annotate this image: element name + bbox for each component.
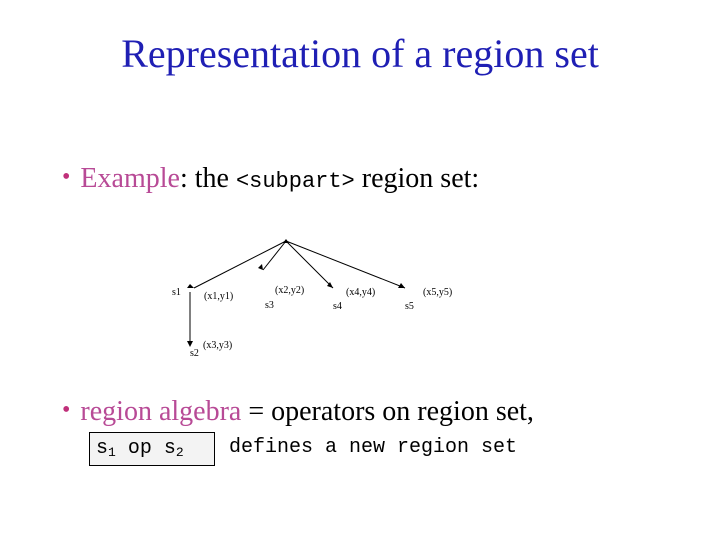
arrowhead-s1 [187,284,194,288]
label-s3: s3 [265,300,274,311]
keyword-example: Example [80,163,180,194]
expression-box [89,432,215,466]
label-s1: s1 [172,287,181,298]
colon: : [179,163,188,194]
label-s2: s2 [190,348,199,359]
label-p2: (x2,y2) [275,285,305,296]
label-p5: (x5,y5) [423,287,453,298]
expr-s1: s [96,437,109,460]
text-operators: = operators on region set, [241,396,534,427]
arrowhead-s3 [258,264,263,270]
edge-root-s4 [286,241,333,288]
text-region-set: region set: [354,163,480,194]
label-p3: (x3,y3) [203,340,233,351]
keyword-region-algebra: region algebra [80,396,242,427]
edge-root-s5 [286,241,405,288]
label-p1: (x1,y1) [204,291,234,302]
label-p4: (x4,y4) [346,287,376,298]
bullet-region-algebra [62,396,534,428]
expr-sub1: 1 [108,445,116,460]
expr-s2: s [163,437,176,460]
code-subpart: <subpart> [235,169,355,194]
slide-title: Representation of a region set [121,31,599,76]
arrowhead-s2 [187,341,193,347]
label-s4: s4 [333,301,342,312]
expr-sub2: 2 [175,445,184,460]
edge-root-s3 [263,241,286,270]
defines-text: defines a new region set [229,436,518,459]
bullet-dot: • [62,164,71,190]
expr-op: op [115,437,164,460]
edge-root-s1 [194,241,286,288]
bullet-dot: • [62,397,71,423]
label-s5: s5 [405,301,414,312]
text-the: the [187,163,236,194]
root-node [283,239,289,243]
